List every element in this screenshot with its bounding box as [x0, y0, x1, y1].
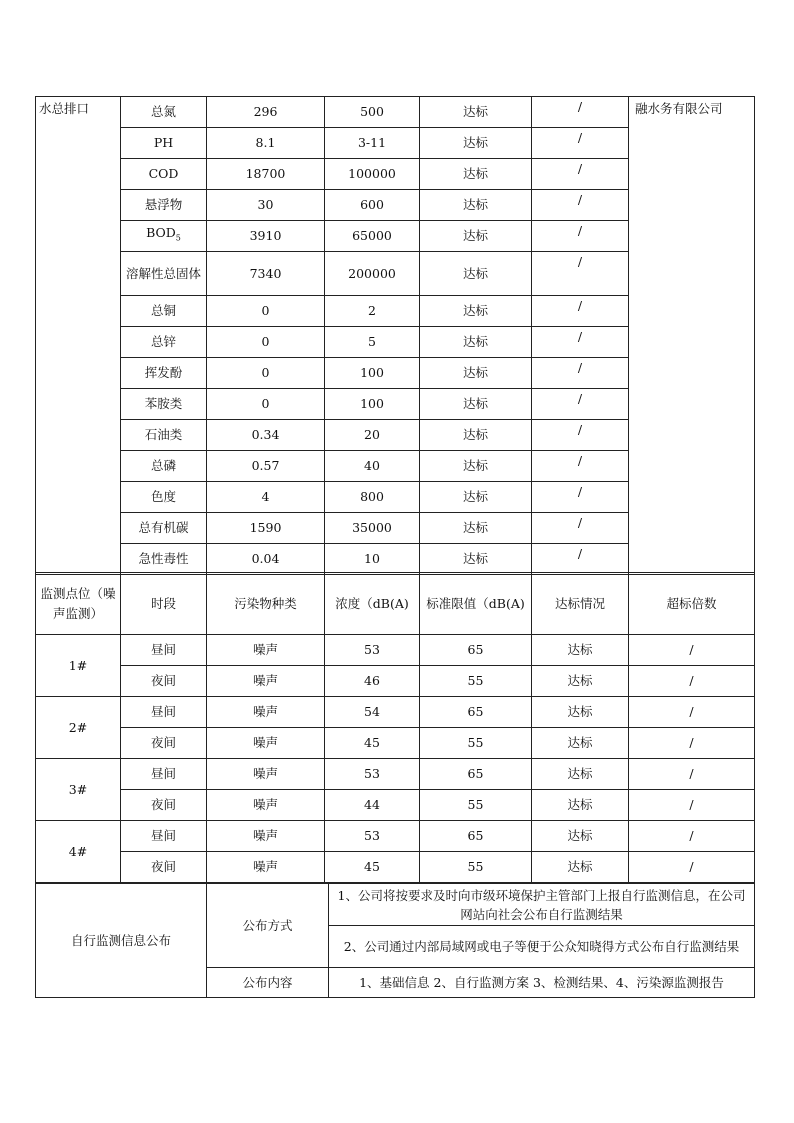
- status-value: 达标: [420, 159, 532, 190]
- pollutant-item: [121, 420, 207, 451]
- publication-method-1: 1、公司将按要求及时向市级环境保护主管部门上报自行监测信息，在公司网站向社会公布自行监测结果: [329, 884, 755, 926]
- status-value: 达标: [420, 482, 532, 513]
- pollutant-item: [121, 358, 207, 389]
- limit-value: 65: [420, 759, 532, 790]
- header-level: 浓度（dB(A): [325, 573, 420, 635]
- monitoring-point: 3#: [36, 759, 121, 821]
- exceed-value: /: [532, 159, 629, 190]
- noise-row: [36, 821, 755, 852]
- measured-value: 0: [207, 389, 325, 420]
- exceed-value: /: [532, 190, 629, 221]
- limit-value: 500: [325, 97, 420, 128]
- pollutant-name: 石油类: [144, 427, 183, 442]
- publication-table: [35, 883, 755, 998]
- level-value: 54: [325, 697, 420, 728]
- pollutant-item: [121, 513, 207, 544]
- header-period: 时段: [121, 573, 207, 635]
- publication-section-label: 自行监测信息公布: [36, 884, 207, 998]
- company-name: 融水务有限公司: [629, 97, 755, 575]
- measured-value: 0.34: [207, 420, 325, 451]
- limit-value: 200000: [325, 252, 420, 296]
- pollutant-item: [121, 296, 207, 327]
- pollutant-name: 挥发酚: [144, 365, 183, 380]
- limit-value: 800: [325, 482, 420, 513]
- exceed-value: /: [629, 821, 755, 852]
- status-value: 达标: [420, 190, 532, 221]
- water-table-body: [36, 97, 755, 575]
- exceed-value: /: [532, 327, 629, 358]
- limit-value: 35000: [325, 513, 420, 544]
- limit-value: 20: [325, 420, 420, 451]
- noise-row: [36, 852, 755, 883]
- measured-value: 3910: [207, 221, 325, 252]
- status-value: 达标: [532, 821, 629, 852]
- measured-value: 30: [207, 190, 325, 221]
- measured-value: 18700: [207, 159, 325, 190]
- exceed-value: /: [532, 482, 629, 513]
- limit-value: 55: [420, 852, 532, 883]
- pollutant-name: 苯胺类: [144, 396, 183, 411]
- pollutant-value: 噪声: [207, 790, 325, 821]
- level-value: 45: [325, 728, 420, 759]
- status-value: 达标: [532, 759, 629, 790]
- exceed-value: /: [629, 728, 755, 759]
- exceed-value: /: [532, 97, 629, 128]
- limit-value: 65: [420, 821, 532, 852]
- period-value: 昼间: [121, 759, 207, 790]
- exceed-value: /: [532, 389, 629, 420]
- pollutant-value: 噪声: [207, 635, 325, 666]
- water-row: [36, 97, 755, 128]
- pollutant-value: 噪声: [207, 697, 325, 728]
- header-limit: 标准限值（dB(A): [420, 573, 532, 635]
- noise-row: [36, 666, 755, 697]
- pollutant-item: [121, 544, 207, 575]
- level-value: 53: [325, 759, 420, 790]
- header-pollutant: 污染物种类: [207, 573, 325, 635]
- limit-value: 3-11: [325, 128, 420, 159]
- status-value: 达标: [532, 790, 629, 821]
- measured-value: 1590: [207, 513, 325, 544]
- measured-value: 0: [207, 296, 325, 327]
- exceed-value: /: [532, 221, 629, 252]
- noise-row: [36, 635, 755, 666]
- measured-value: 8.1: [207, 128, 325, 159]
- pollutant-value: 噪声: [207, 759, 325, 790]
- measured-value: 0: [207, 358, 325, 389]
- exceed-value: /: [629, 697, 755, 728]
- limit-value: 100: [325, 389, 420, 420]
- limit-value: 40: [325, 451, 420, 482]
- exceed-value: /: [532, 513, 629, 544]
- pollutant-name: COD: [148, 166, 179, 181]
- pollutant-name: 总锌: [150, 334, 176, 349]
- publication-row-method-1: [36, 884, 755, 926]
- status-value: 达标: [532, 697, 629, 728]
- publication-method-2: 2、公司通过内部局域网或电子等便于公众知晓得方式公布自行监测结果: [329, 926, 755, 968]
- pollutant-value: 噪声: [207, 821, 325, 852]
- outlet-label: 水总排口: [36, 97, 121, 575]
- level-value: 44: [325, 790, 420, 821]
- period-value: 夜间: [121, 790, 207, 821]
- exceed-value: /: [629, 852, 755, 883]
- limit-value: 100: [325, 358, 420, 389]
- measured-value: 0.04: [207, 544, 325, 575]
- period-value: 昼间: [121, 635, 207, 666]
- exceed-value: /: [532, 420, 629, 451]
- level-value: 53: [325, 635, 420, 666]
- pollutant-name: 总氮: [150, 104, 176, 119]
- monitoring-point: 1#: [36, 635, 121, 697]
- pollutant-value: 噪声: [207, 852, 325, 883]
- pollutant-item: [121, 221, 207, 252]
- pollutant-subscript: 5: [175, 233, 181, 243]
- limit-value: 5: [325, 327, 420, 358]
- level-value: 53: [325, 821, 420, 852]
- measured-value: 296: [207, 97, 325, 128]
- exceed-value: /: [532, 358, 629, 389]
- status-value: 达标: [532, 666, 629, 697]
- pollutant-item: [121, 190, 207, 221]
- pollutant-item: [121, 252, 207, 296]
- limit-value: 55: [420, 790, 532, 821]
- pollutant-name: 悬浮物: [144, 197, 183, 212]
- status-value: 达标: [420, 389, 532, 420]
- status-value: 达标: [420, 327, 532, 358]
- noise-row: [36, 759, 755, 790]
- limit-value: 100000: [325, 159, 420, 190]
- pollutant-name: 总磷: [150, 458, 176, 473]
- status-value: 达标: [420, 296, 532, 327]
- noise-table-body: [36, 635, 755, 883]
- pollutant-item: [121, 159, 207, 190]
- pollutant-item: [121, 128, 207, 159]
- monitoring-point: 4#: [36, 821, 121, 883]
- limit-value: 10: [325, 544, 420, 575]
- noise-header-row: [36, 573, 755, 635]
- period-value: 夜间: [121, 666, 207, 697]
- measured-value: 0.57: [207, 451, 325, 482]
- pollutant-name: 溶解性总固体: [125, 265, 201, 281]
- exceed-value: /: [629, 635, 755, 666]
- noise-row: [36, 790, 755, 821]
- exceed-value: /: [532, 296, 629, 327]
- pollutant-item: [121, 482, 207, 513]
- status-value: 达标: [420, 451, 532, 482]
- status-value: 达标: [420, 358, 532, 389]
- noise-row: [36, 728, 755, 759]
- noise-table: [35, 572, 755, 883]
- measured-value: 0: [207, 327, 325, 358]
- limit-value: 600: [325, 190, 420, 221]
- level-value: 46: [325, 666, 420, 697]
- pollutant-item: [121, 327, 207, 358]
- pollutant-value: 噪声: [207, 728, 325, 759]
- status-value: 达标: [420, 221, 532, 252]
- pollutant-name: 总铜: [150, 303, 176, 318]
- pollutant-item: [121, 451, 207, 482]
- pollutant-item: [121, 389, 207, 420]
- limit-value: 55: [420, 728, 532, 759]
- header-status: 达标情况: [532, 573, 629, 635]
- exceed-value: /: [532, 252, 629, 296]
- water-outlet-table: [35, 96, 755, 575]
- publication-content-text: 1、基础信息 2、自行监测方案 3、检测结果、4、污染源监测报告: [329, 968, 755, 998]
- exceed-value: /: [629, 790, 755, 821]
- level-value: 45: [325, 852, 420, 883]
- exceed-value: /: [532, 451, 629, 482]
- status-value: 达标: [420, 420, 532, 451]
- status-value: 达标: [420, 544, 532, 575]
- period-value: 昼间: [121, 821, 207, 852]
- period-value: 昼间: [121, 697, 207, 728]
- status-value: 达标: [532, 852, 629, 883]
- exceed-value: /: [532, 128, 629, 159]
- pollutant-name: 总有机碳: [138, 520, 189, 535]
- limit-value: 65: [420, 697, 532, 728]
- status-value: 达标: [420, 252, 532, 296]
- pollutant-name: PH: [153, 135, 174, 150]
- status-value: 达标: [420, 128, 532, 159]
- header-point: 监测点位（噪声监测）: [36, 573, 121, 635]
- exceed-value: /: [629, 759, 755, 790]
- noise-row: [36, 697, 755, 728]
- publication-method-label: 公布方式: [207, 884, 329, 968]
- pollutant-name: 色度: [150, 489, 176, 504]
- period-value: 夜间: [121, 728, 207, 759]
- publication-content-label: 公布内容: [207, 968, 329, 998]
- status-value: 达标: [420, 97, 532, 128]
- limit-value: 65: [420, 635, 532, 666]
- pollutant-name: BOD: [146, 225, 176, 241]
- limit-value: 2: [325, 296, 420, 327]
- period-value: 夜间: [121, 852, 207, 883]
- monitoring-point: 2#: [36, 697, 121, 759]
- limit-value: 55: [420, 666, 532, 697]
- exceed-value: /: [532, 544, 629, 575]
- header-exceed: 超标倍数: [629, 573, 755, 635]
- status-value: 达标: [420, 513, 532, 544]
- limit-value: 65000: [325, 221, 420, 252]
- measured-value: 7340: [207, 252, 325, 296]
- pollutant-item: [121, 97, 207, 128]
- pollutant-name: 急性毒性: [138, 551, 189, 566]
- exceed-value: /: [629, 666, 755, 697]
- status-value: 达标: [532, 635, 629, 666]
- pollutant-value: 噪声: [207, 666, 325, 697]
- status-value: 达标: [532, 728, 629, 759]
- measured-value: 4: [207, 482, 325, 513]
